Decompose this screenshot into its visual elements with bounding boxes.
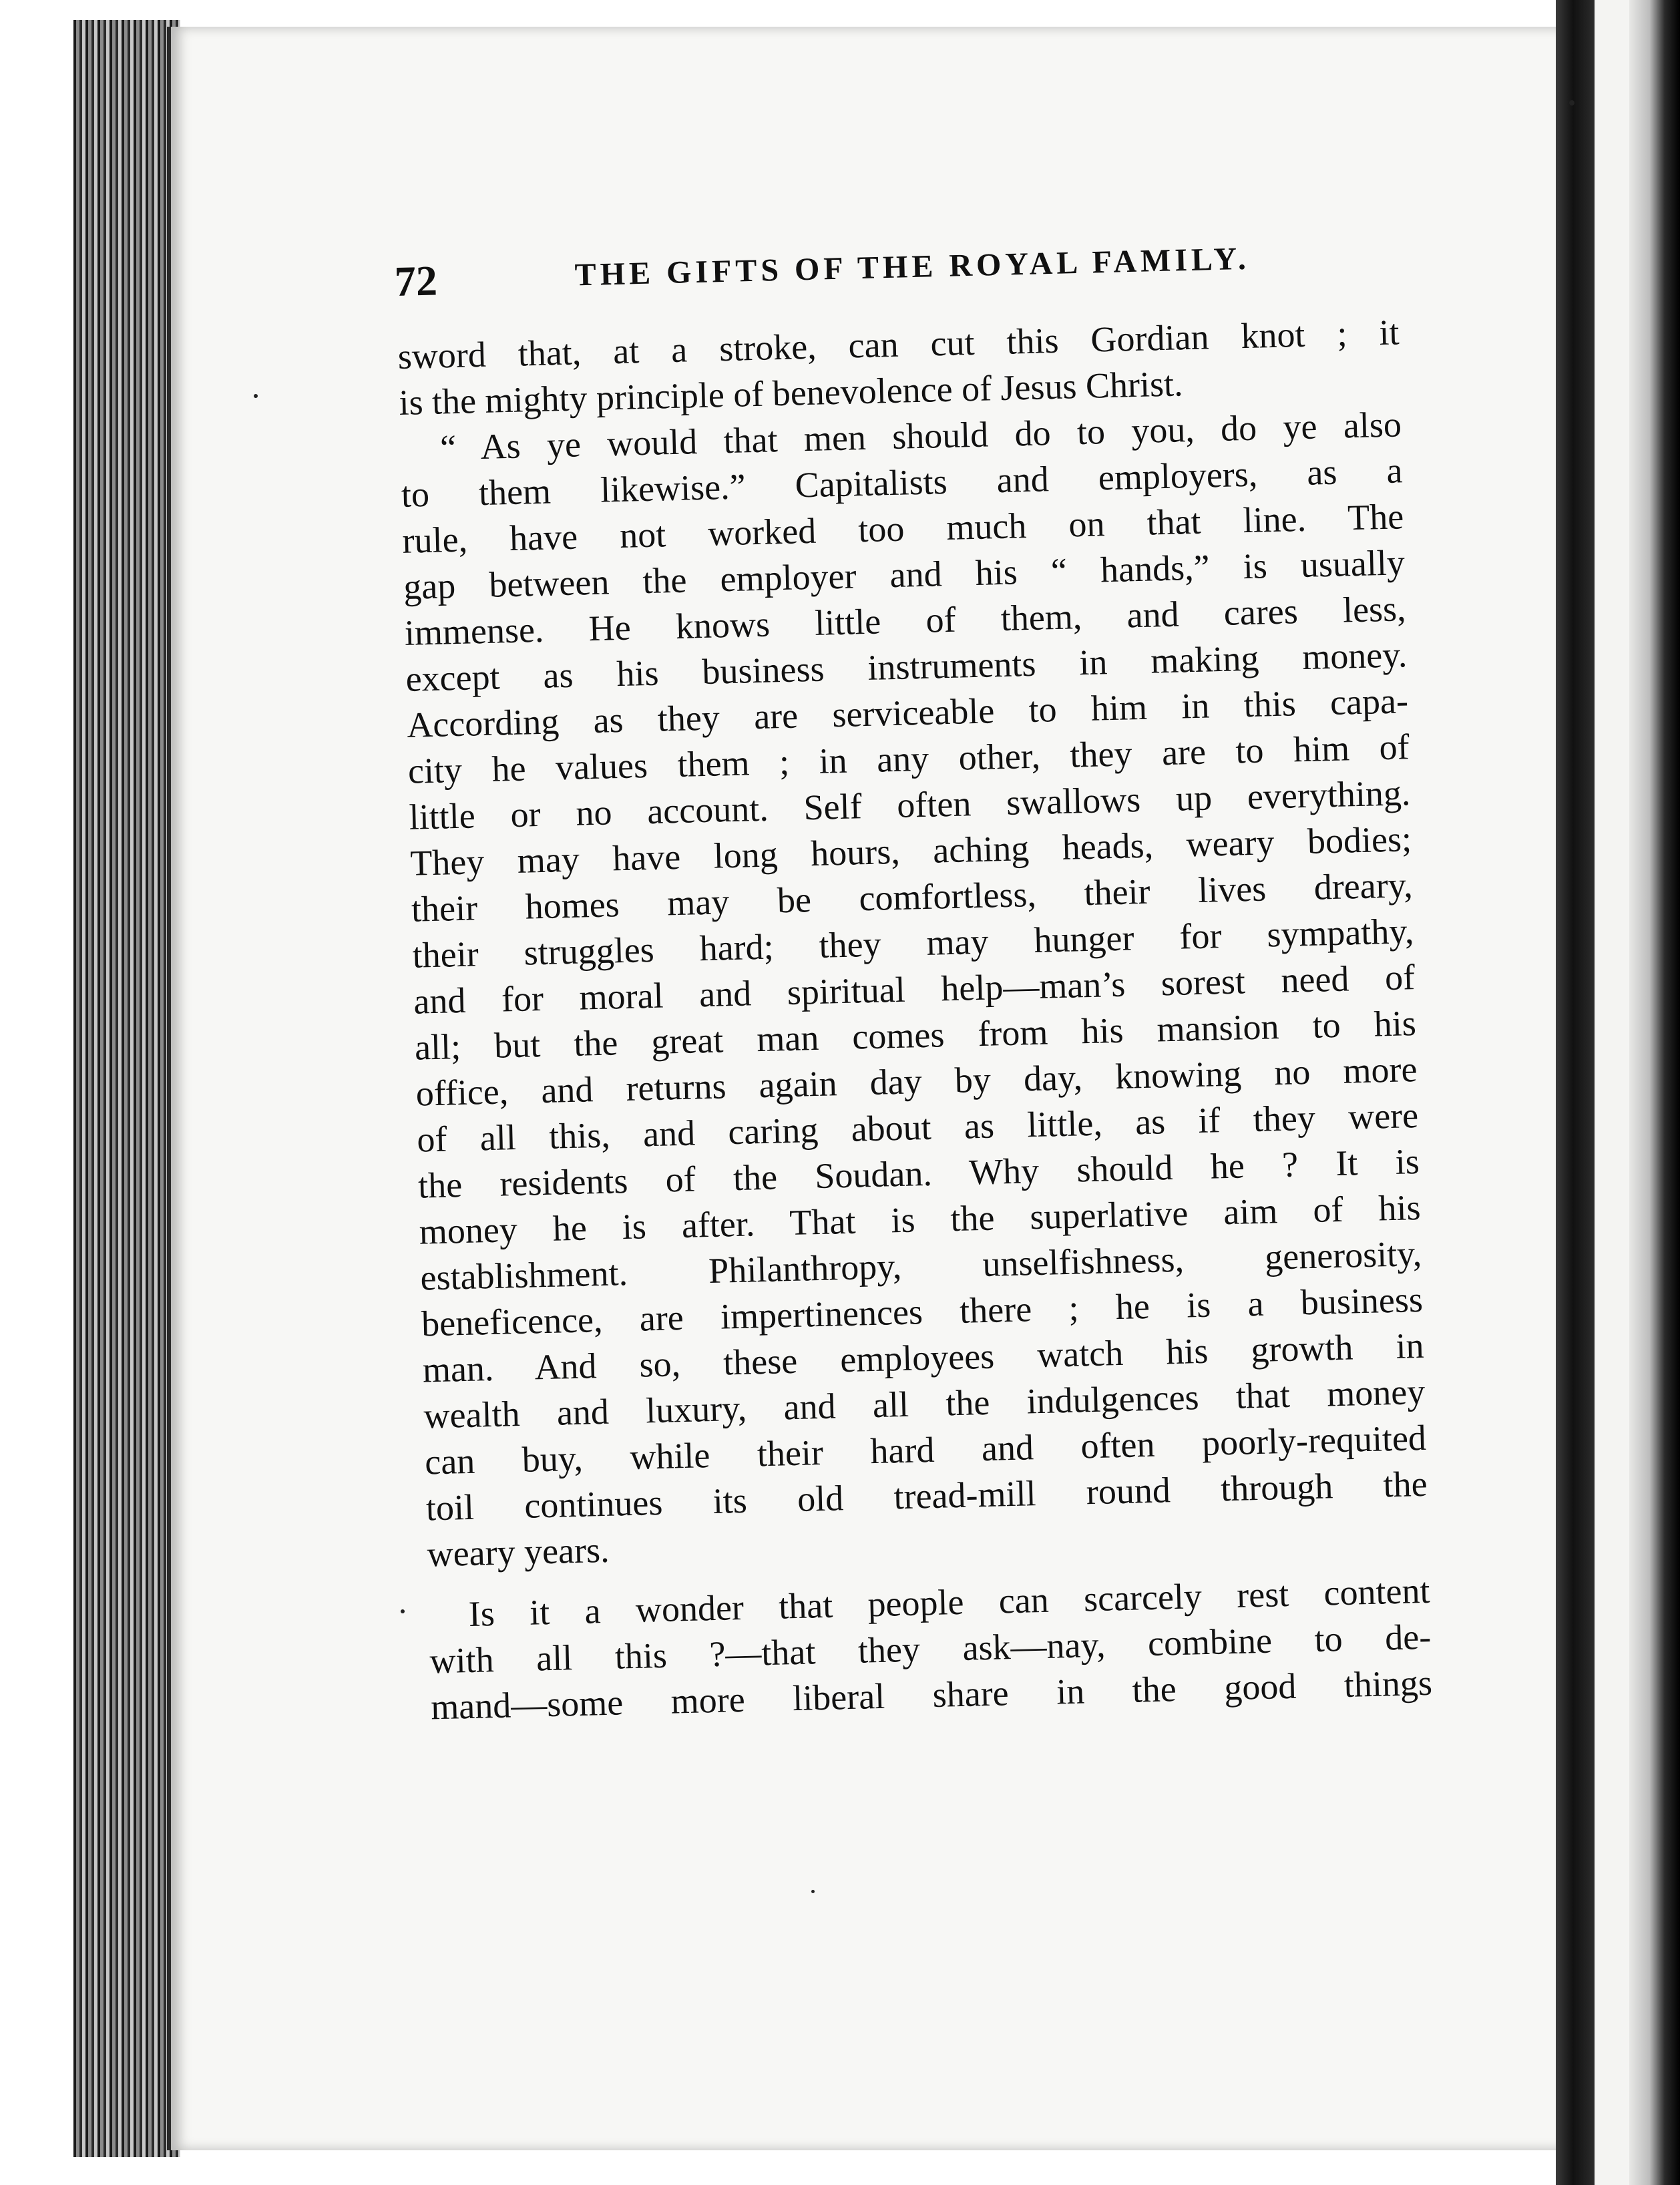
- text-line: gap between the employer and his “ hands,” is usually: [403, 542, 1406, 607]
- text-line: According as they are serviceable to him in this capa-: [406, 680, 1409, 745]
- text-line: office, and returns again day by day, knowing no more: [415, 1049, 1418, 1114]
- text-line: money he is after. That is the superlative aim of his: [419, 1187, 1422, 1252]
- text-line: man. And so, these employees watch his growth in: [422, 1325, 1425, 1390]
- binding-gutter: [1556, 0, 1595, 2185]
- text-line: They may have long hours, aching heads, weary bodies;: [409, 819, 1412, 883]
- text-line: and for moral and spiritual help—man’s sorest need of: [413, 957, 1416, 1022]
- scan-speck: [254, 394, 258, 398]
- text-line: of all this, and caring about as little, as if they were: [416, 1095, 1419, 1160]
- facing-page-shadow: [1629, 0, 1680, 2185]
- text-line: city he values them ; in any other, they are to him of: [407, 727, 1410, 791]
- text-line: is the mighty principle of benevolence of Jesus Christ.: [398, 363, 1184, 423]
- text-line: establishment. Philanthropy, unselfishness, generosity,: [419, 1233, 1422, 1298]
- text-line: can buy, while their hard and often poorly-requited: [424, 1417, 1427, 1482]
- text-line: mand—some more liberal share in the good things: [430, 1662, 1433, 1728]
- scan-speck: [811, 1890, 815, 1893]
- text-line: to them likewise.” Capitalists and employers, as a: [401, 450, 1404, 515]
- text-line: their struggles hard; they may hunger for sympathy,: [412, 911, 1415, 976]
- text-line: all; but the great man comes from his mansion to his: [414, 1003, 1417, 1068]
- text-line: except as his business instruments in making money.: [405, 634, 1408, 699]
- text-line: sword that, at a stroke, can cut this Gordian knot ; it: [397, 312, 1400, 377]
- scan-speck: [401, 1609, 405, 1613]
- text-line: toil continues its old tread-mill round through the: [425, 1463, 1428, 1529]
- page-edges: [73, 20, 180, 2157]
- page-number: 72: [394, 256, 438, 305]
- text-line: with all this ?—that they ask—nay, combine to de-: [429, 1616, 1432, 1681]
- text-line: wealth and luxury, and all the indulgences that money: [423, 1371, 1426, 1436]
- text-line: their homes may be comfortless, their lives dreary,: [411, 865, 1414, 930]
- text-line: Is it a wonder that people can scarcely rest content: [468, 1570, 1431, 1634]
- text-line: weary years.: [426, 1529, 610, 1575]
- text-line: rule, have not worked too much on that line. The: [401, 496, 1404, 561]
- scan-speck: [1569, 100, 1574, 106]
- running-title: THE GIFTS OF THE ROYAL FAMILY.: [574, 240, 1251, 293]
- text-line: beneficence, are impertinences there ; he is a business: [421, 1279, 1424, 1344]
- text-line: little or no account. Self often swallows up everything.: [408, 773, 1411, 837]
- scan-margin: [0, 0, 73, 2185]
- text-line: “ As ye would that men should do to you, do ye also: [439, 404, 1402, 468]
- text-line: immense. He knows little of them, and cares less,: [404, 588, 1407, 653]
- body-text: [397, 309, 1433, 1730]
- text-line: the residents of the Soudan. Why should he ? It is: [417, 1141, 1420, 1206]
